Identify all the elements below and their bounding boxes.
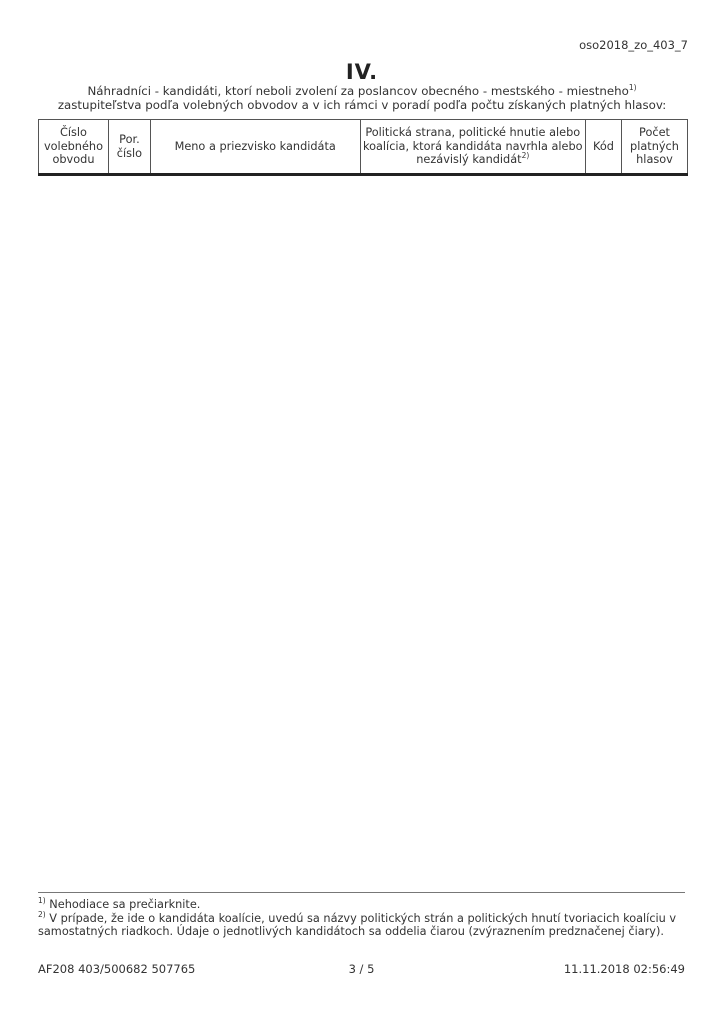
- page-number: 3 / 5: [348, 962, 375, 976]
- intro-line-1: Náhradníci - kandidáti, ktorí neboli zvolení za poslancov obecného - mestského - miestneho: [87, 84, 629, 98]
- document-code: oso2018_zo_403_7: [579, 38, 688, 52]
- footnote-1-text: Nehodiace sa prečiarknite.: [49, 898, 201, 911]
- footnote-ref-2: 2): [521, 151, 530, 161]
- column-header-code: Kód: [586, 120, 622, 175]
- footnote-2-text: V prípade, že ide o kandidáta koalície, uvedú sa názvy politických strán a politických hnutí tvoriacich koalíciu v samostatných riadkoch. Údaje o jednotlivých kandidátoch sa oddelia čiarou (zvýraznením predznačenej čiary).: [38, 911, 677, 938]
- print-timestamp: 11.11.2018 02:56:49: [563, 962, 685, 976]
- form-identifier: AF208 403/500682 507765: [38, 962, 196, 976]
- column-header-district-number: Číslo volebného obvodu: [39, 120, 109, 175]
- party-header-text: Politická strana, politické hnutie alebo koalícia, ktorá kandidáta navrhla alebo nezávislý kandidát: [362, 126, 583, 167]
- footnote-2: [38, 909, 678, 939]
- footnote-divider: [38, 892, 685, 893]
- footnote-1: [38, 898, 678, 912]
- footnote-1-mark: 1): [38, 896, 46, 906]
- footnote-2-mark: 2): [38, 909, 46, 919]
- footnotes: [38, 898, 678, 939]
- footnote-ref-1: 1): [628, 83, 637, 93]
- column-header-order-number: Por. číslo: [108, 120, 150, 175]
- candidates-table: [38, 119, 688, 176]
- column-header-candidate-name: Meno a priezvisko kandidáta: [150, 120, 360, 175]
- column-header-valid-votes: Počet platných hlasov: [622, 120, 688, 175]
- column-header-political-party: [360, 120, 586, 175]
- table-header-row: [39, 120, 688, 175]
- section-title: IV.: [345, 60, 379, 84]
- page-footer: [38, 962, 685, 978]
- section-intro: [30, 84, 694, 112]
- intro-line-2: zastupiteľstva podľa volebných obvodov a v ich rámci v poradí podľa počtu získaných platných hlasov:: [57, 98, 667, 112]
